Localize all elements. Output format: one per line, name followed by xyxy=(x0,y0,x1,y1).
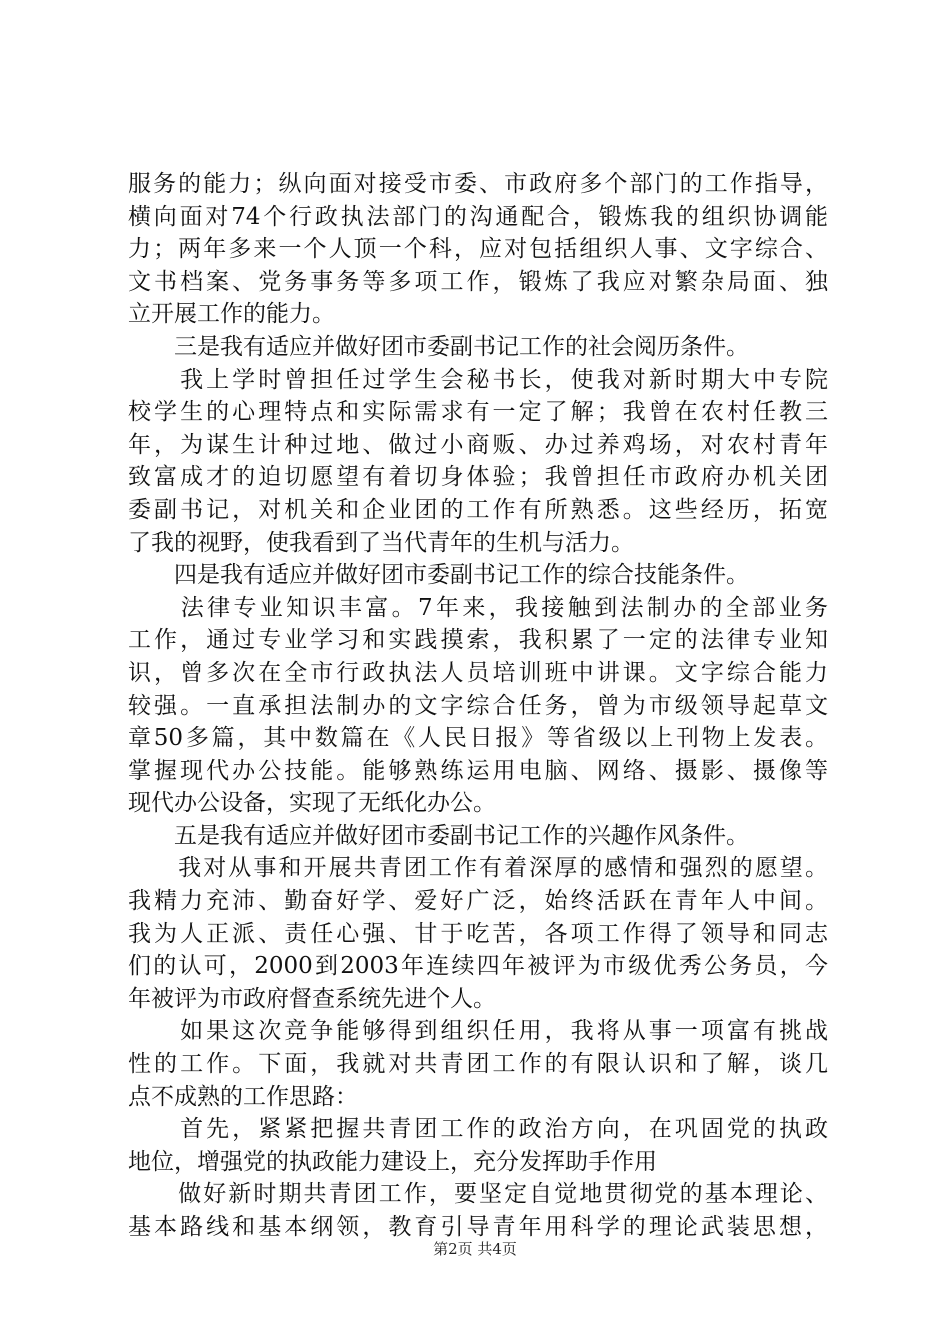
text-line: 力；两年多来一个人顶一个科，应对包括组织人事、文字综合、 xyxy=(128,236,828,263)
document-body xyxy=(128,168,828,1244)
text-line: 章50多篇，其中数篇在《人民日报》等省级以上刊物上发表。 xyxy=(128,725,828,752)
text-line: 我上学时曾担任过学生会秘书长，使我对新时期大中专院 xyxy=(128,366,828,393)
text-line: 文书档案、党务事务等多项工作，锻炼了我应对繁杂局面、独 xyxy=(128,268,828,295)
text-line: 五是我有适应并做好团市委副书记工作的兴趣作风条件。 xyxy=(128,822,749,849)
text-line: 工作，通过专业学习和实践摸索，我积累了一定的法律专业知 xyxy=(128,627,828,654)
text-line: 地位，增强党的执政能力建设上，充分发挥助手作用 xyxy=(128,1148,657,1175)
text-line: 年被评为市政府督查系统先进个人。 xyxy=(128,985,496,1012)
text-line: 法律专业知识丰富。7年来，我接触到法制办的全部业务 xyxy=(128,594,828,621)
text-line: 服务的能力；纵向面对接受市委、市政府多个部门的工作指导， xyxy=(128,171,828,197)
text-line: 年，为谋生计种过地、做过小商贩、办过养鸡场，对农村青年 xyxy=(128,431,828,458)
text-line: 做好新时期共青团工作，要坚定自觉地贯彻党的基本理论、 xyxy=(128,1181,828,1208)
text-line: 我精力充沛、勤奋好学、爱好广泛，始终活跃在青年人中间。 xyxy=(128,888,828,915)
page-footer xyxy=(0,1238,950,1259)
text-line: 如果这次竞争能够得到组织任用，我将从事一项富有挑战 xyxy=(128,1018,828,1045)
text-line: 我为人正派、责任心强、甘于吃苦，各项工作得了领导和同志 xyxy=(128,920,828,947)
text-line: 性的工作。下面，我就对共青团工作的有限认识和了解，谈几 xyxy=(128,1051,828,1078)
text-line: 识，曾多次在全市行政执法人员培训班中讲课。文字综合能力 xyxy=(128,659,828,686)
text-line: 了我的视野，使我看到了当代青年的生机与活力。 xyxy=(128,529,634,556)
text-line: 委副书记，对机关和企业团的工作有所熟悉。这些经历，拓宽 xyxy=(128,496,828,523)
text-line: 们的认可，2000到2003年连续四年被评为市级优秀公务员，今 xyxy=(128,953,828,980)
text-line: 掌握现代办公技能。能够熟练运用电脑、网络、摄影、摄像等 xyxy=(128,757,828,784)
text-line: 横向面对74个行政执法部门的沟通配合，锻炼我的组织协调能 xyxy=(128,203,828,230)
text-line: 较强。一直承担法制办的文字综合任务，曾为市级领导起草文 xyxy=(128,692,828,719)
text-line: 现代办公设备，实现了无纸化办公。 xyxy=(128,790,496,817)
text-line: 校学生的心理特点和实际需求有一定了解；我曾在农村任教三 xyxy=(128,399,828,426)
text-line: 立开展工作的能力。 xyxy=(128,301,335,328)
text-line: 我对从事和开展共青团工作有着深厚的感情和强烈的愿望。 xyxy=(128,855,828,882)
text-line: 四是我有适应并做好团市委副书记工作的综合技能条件。 xyxy=(128,562,749,589)
text-line: 三是我有适应并做好团市委副书记工作的社会阅历条件。 xyxy=(128,333,749,360)
text-line: 基本路线和基本纲领，教育引导青年用科学的理论武装思想， xyxy=(128,1214,828,1240)
text-line: 点不成熟的工作思路： xyxy=(128,1083,358,1110)
text-line: 首先，紧紧把握共青团工作的政治方向，在巩固党的执政 xyxy=(128,1116,828,1143)
text-line: 致富成才的迫切愿望有着切身体验；我曾担任市政府办机关团 xyxy=(128,464,828,491)
page-number-label: 第2页 共4页 xyxy=(433,1240,517,1258)
